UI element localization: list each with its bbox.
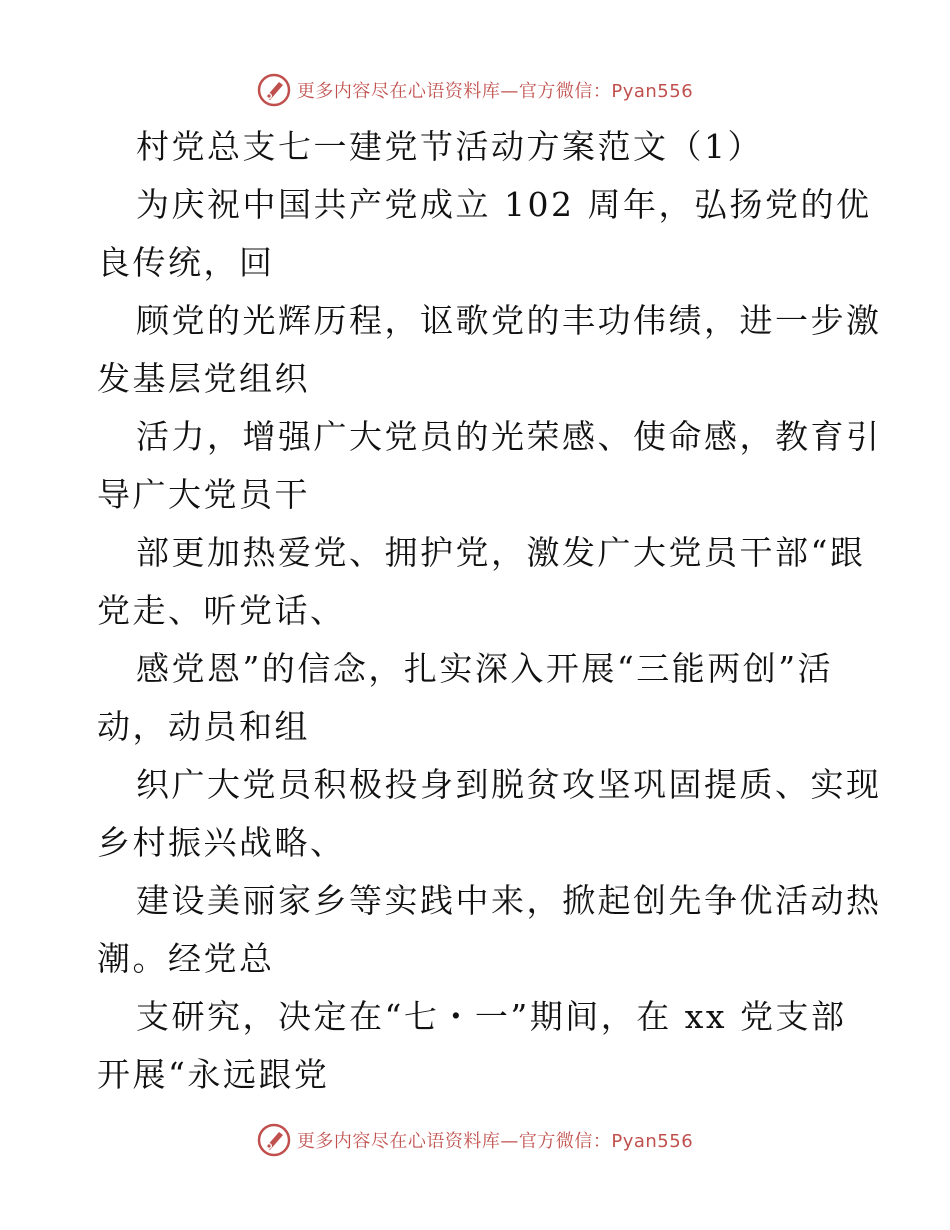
text-line: 动，动员和组 [97,707,310,746]
pen-logo-icon [257,73,291,107]
text-line: 发基层党组织 [97,359,310,398]
text-line: 感党恩”的信念，扎实深入开展“三能两创”活 [136,649,834,688]
text-line: 导广大党员干 [97,475,310,514]
text-line: 为庆祝中国共产党成立 102 周年，弘扬党的优 [136,185,872,224]
text-line: 开展“永远跟党 [97,1055,330,1094]
text-line: 顾党的光辉历程，讴歌党的丰功伟绩，进一步激 [136,301,882,340]
pen-logo-icon [257,1123,291,1157]
text-line: 良传统，回 [97,243,275,282]
header-watermark [0,72,950,108]
text-line: 建设美丽家乡等实践中来，掀起创先争优活动热 [136,881,882,920]
watermark-text: 更多内容尽在心语资料库—官方微信：Pyan556 [296,1131,694,1152]
text-line: 潮。经党总 [97,939,275,978]
watermark-text: 更多内容尽在心语资料库—官方微信：Pyan556 [296,81,694,102]
text-line: 活力，增强广大党员的光荣感、使命感，教育引 [136,417,882,456]
footer-watermark [0,1122,950,1158]
text-line: 织广大党员积极投身到脱贫攻坚巩固提质、实现 [136,765,882,804]
text-line: 支研究，决定在“七・一”期间，在 xx 党支部 [136,997,847,1036]
text-line: 部更加热爱党、拥护党，激发广大党员干部“跟 [136,533,866,572]
text-line: 党走、听党话、 [97,591,346,630]
document-body [97,118,882,1104]
text-line: 村党总支七一建党节活动方案范文（1） [136,127,763,166]
text-line: 乡村振兴战略、 [97,823,346,862]
